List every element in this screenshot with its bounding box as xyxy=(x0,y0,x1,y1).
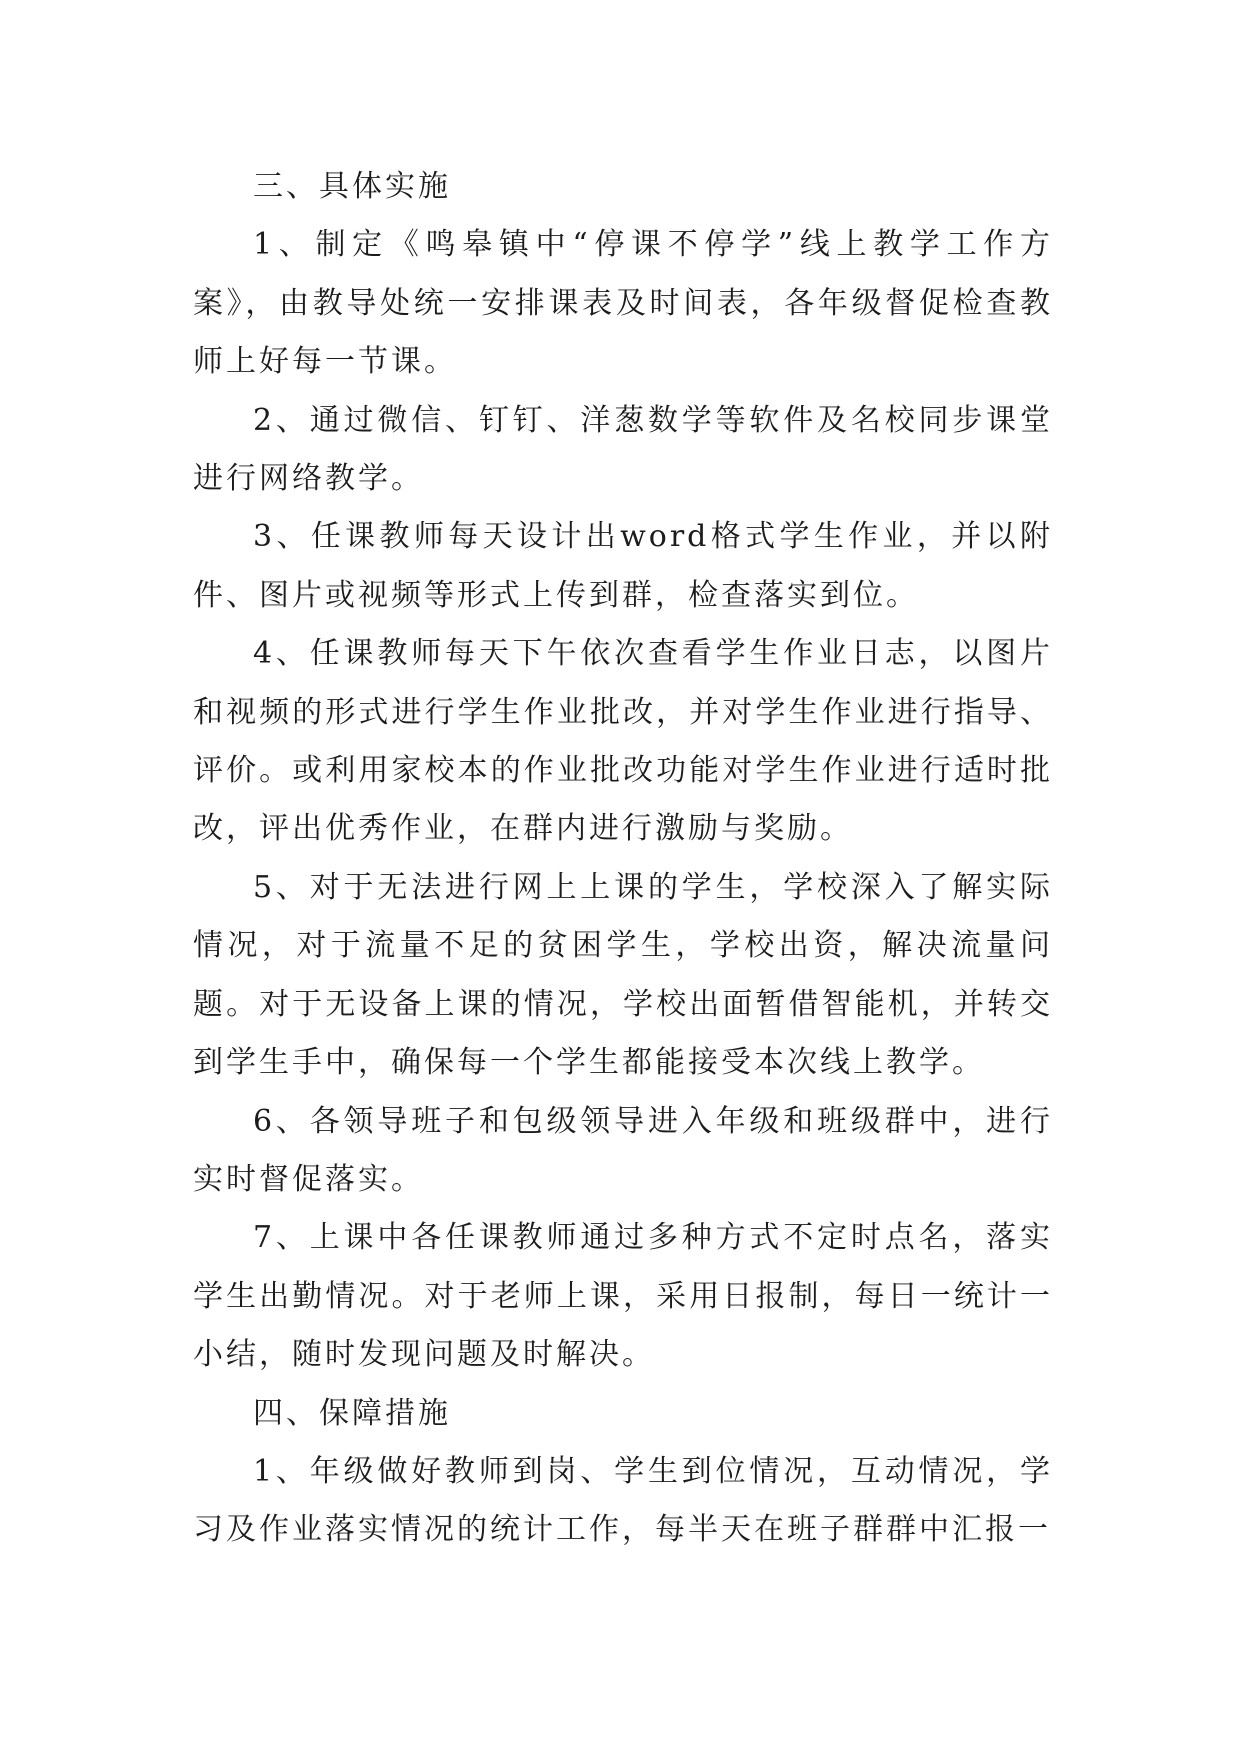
section-heading-safeguards: 四、保障措施 xyxy=(253,1395,451,1431)
document-body xyxy=(193,158,1053,1560)
paragraph-item-1: 1、制定《鸣皋镇中“停课不停学”线上教学工作方案》，由教导处统一安排课表及时间表，各年级督促检查教师上好每一节课。 xyxy=(193,227,1053,380)
paragraph-item-4: 4、任课教师每天下午依次查看学生作业日志，以图片和视频的形式进行学生作业批改，并对学生作业进行指导、评价。或利用家校本的作业批改功能对学生作业进行适时批改，评出优秀作业，在群内进行激励与奖励。 xyxy=(193,636,1053,847)
paragraph-item-5: 5、对于无法进行网上上课的学生，学校深入了解实际情况，对于流量不足的贫困学生，学校出资，解决流量问题。对于无设备上课的情况，学校出面暂借智能机，并转交到学生手中，确保每一个学生都能接受本次线上教学。 xyxy=(193,869,1053,1081)
paragraph-safeguard-1: 1、年级做好教师到岗、学生到位情况，互动情况，学习及作业落实情况的统计工作，每半天在班子群群中汇报一 xyxy=(193,1453,1053,1548)
paragraph-item-2: 2、通过微信、钉钉、洋葱数学等软件及名校同步课堂进行网络教学。 xyxy=(193,402,1053,497)
paragraph-item-3: 3、任课教师每天设计出word格式学生作业，并以附件、图片或视频等形式上传到群，检查落实到位。 xyxy=(193,519,1053,613)
section-heading-implementation: 三、具体实施 xyxy=(253,169,451,204)
paragraph-item-6: 6、各领导班子和包级领导进入年级和班级群中，进行实时督促落实。 xyxy=(193,1103,1053,1197)
paragraph-item-7: 7、上课中各任课教师通过多种方式不定时点名，落实学生出勤情况。对于老师上课，采用日报制，每日一统计一小结，随时发现问题及时解决。 xyxy=(193,1220,1053,1373)
